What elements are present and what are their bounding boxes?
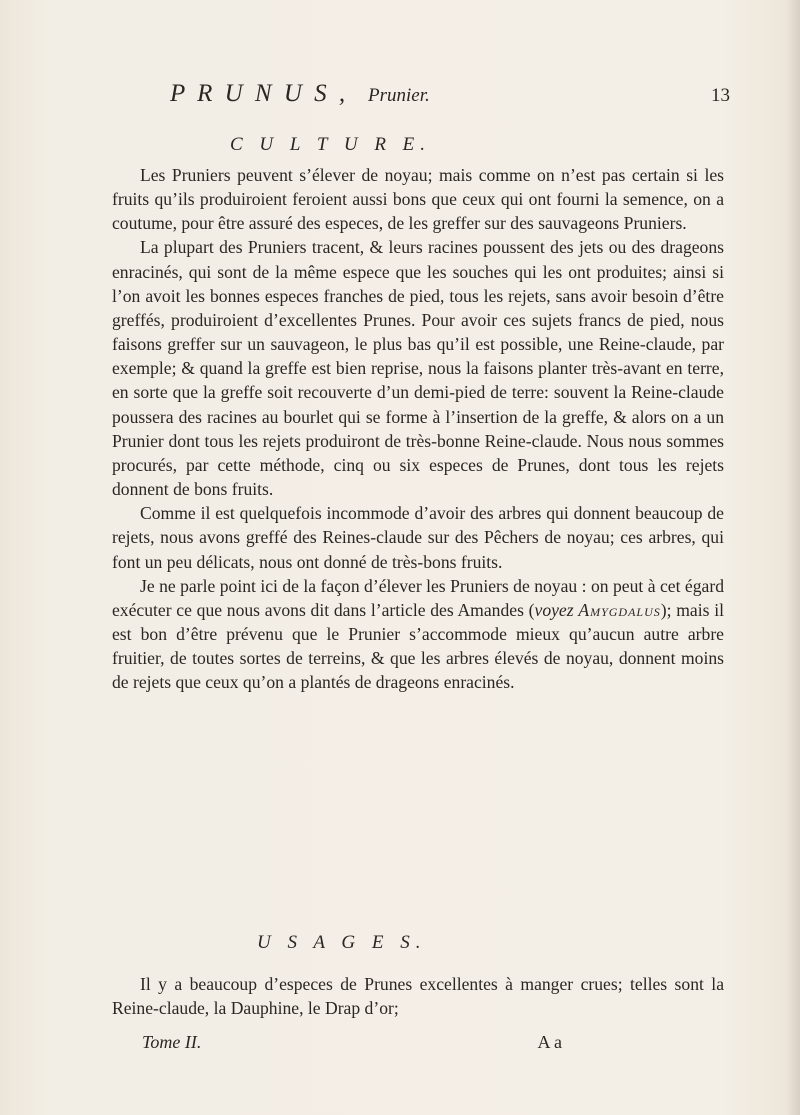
running-head-title: P R U N U S , [170, 80, 349, 107]
usages-paragraph-1: Il y a beaucoup d’especes de Prunes excellentes à manger crues; telles sont la Reine-claude, la Dauphine, le Drap d’or; [112, 974, 724, 1019]
culture-paragraph-4-start: Je ne parle point ici de la façon d’élever les Pruniers de noyau : on peut à cet égard exécuter ce que nous avons dit dans l’article des Amandes ( [112, 575, 724, 620]
usages-text [112, 972, 724, 1020]
culture-text [112, 163, 724, 694]
cross-reference-amygdalus: Amygdalus [578, 599, 661, 620]
signature-mark: A a [537, 1032, 562, 1052]
culture-paragraph-1: Les Pruniers peuvent s’élever de noyau; mais comme on n’est pas certain si les fruits qu’ils produiroient feroient aussi bons que ceux qui ont fourni la semence, on a coutume, pour être assuré des especes, de les greffer sur des sauvageons Pruniers. [112, 165, 724, 234]
voyez-text: voyez [534, 599, 574, 620]
culture-paragraph-2: La plupart des Pruniers tracent, & leurs racines poussent des jets ou des drageons enracinés, qui sont de la même espece que les souches qui les ont produites; ainsi si l’on avoit les bonnes especes franches de pied, tous les rejets, sans avoir besoin d’être greffés, produiroient d’excellentes Prunes. Pour avoir ces sujets francs de pied, nous faisons greffer sur un sauvageon, le plus bas qu’il est possible, une Reine-claude, par exemple; & quand la greffe est bien reprise, nous la faisons planter très-avant en terre, en sorte que la greffe soit recouverte d’un demi-pied de terre: souvent la Reine-claude poussera des racines au bourlet qui se forme à l’insertion de la greffe, & alors on a un Prunier dont tous les rejets produiront de très-bonne Reine-claude. Nous nous sommes procurés, par cette méthode, cinq ou six especes de Prunes, dont tous les rejets donnent de bons fruits. [112, 237, 724, 500]
culture-paragraph-4 [112, 574, 724, 695]
section-heading-culture: C U L T U R E. [230, 134, 432, 155]
culture-paragraph-3: Comme il est quelquefois incommode d’avoir des arbres qui donnent beaucoup de rejets, nous avons greffé des Reines-claude sur des Pêchers de noyau; ces arbres, qui font un peu délicats, nous ont donné de très-bons fruits. [112, 503, 724, 572]
section-heading-usages: U S A G E S. [257, 932, 427, 953]
running-head-subtitle: Prunier. [368, 85, 430, 106]
page-number: 13 [711, 85, 730, 106]
volume-label: Tome II. [142, 1032, 202, 1052]
running-head [170, 80, 730, 114]
page-footer [142, 1032, 562, 1056]
page-edge-shadow [786, 0, 800, 1115]
culture-paragraph-4-end: ); mais il est bon d’être prévenu que le Prunier s’accommode mieux qu’aucun autre arbre fruitier, de toutes sortes de terreins, & que les arbres élevés de noyau, donnent moins de rejets que ceux qu’on a plantés de drageons enracinés. [112, 599, 724, 693]
